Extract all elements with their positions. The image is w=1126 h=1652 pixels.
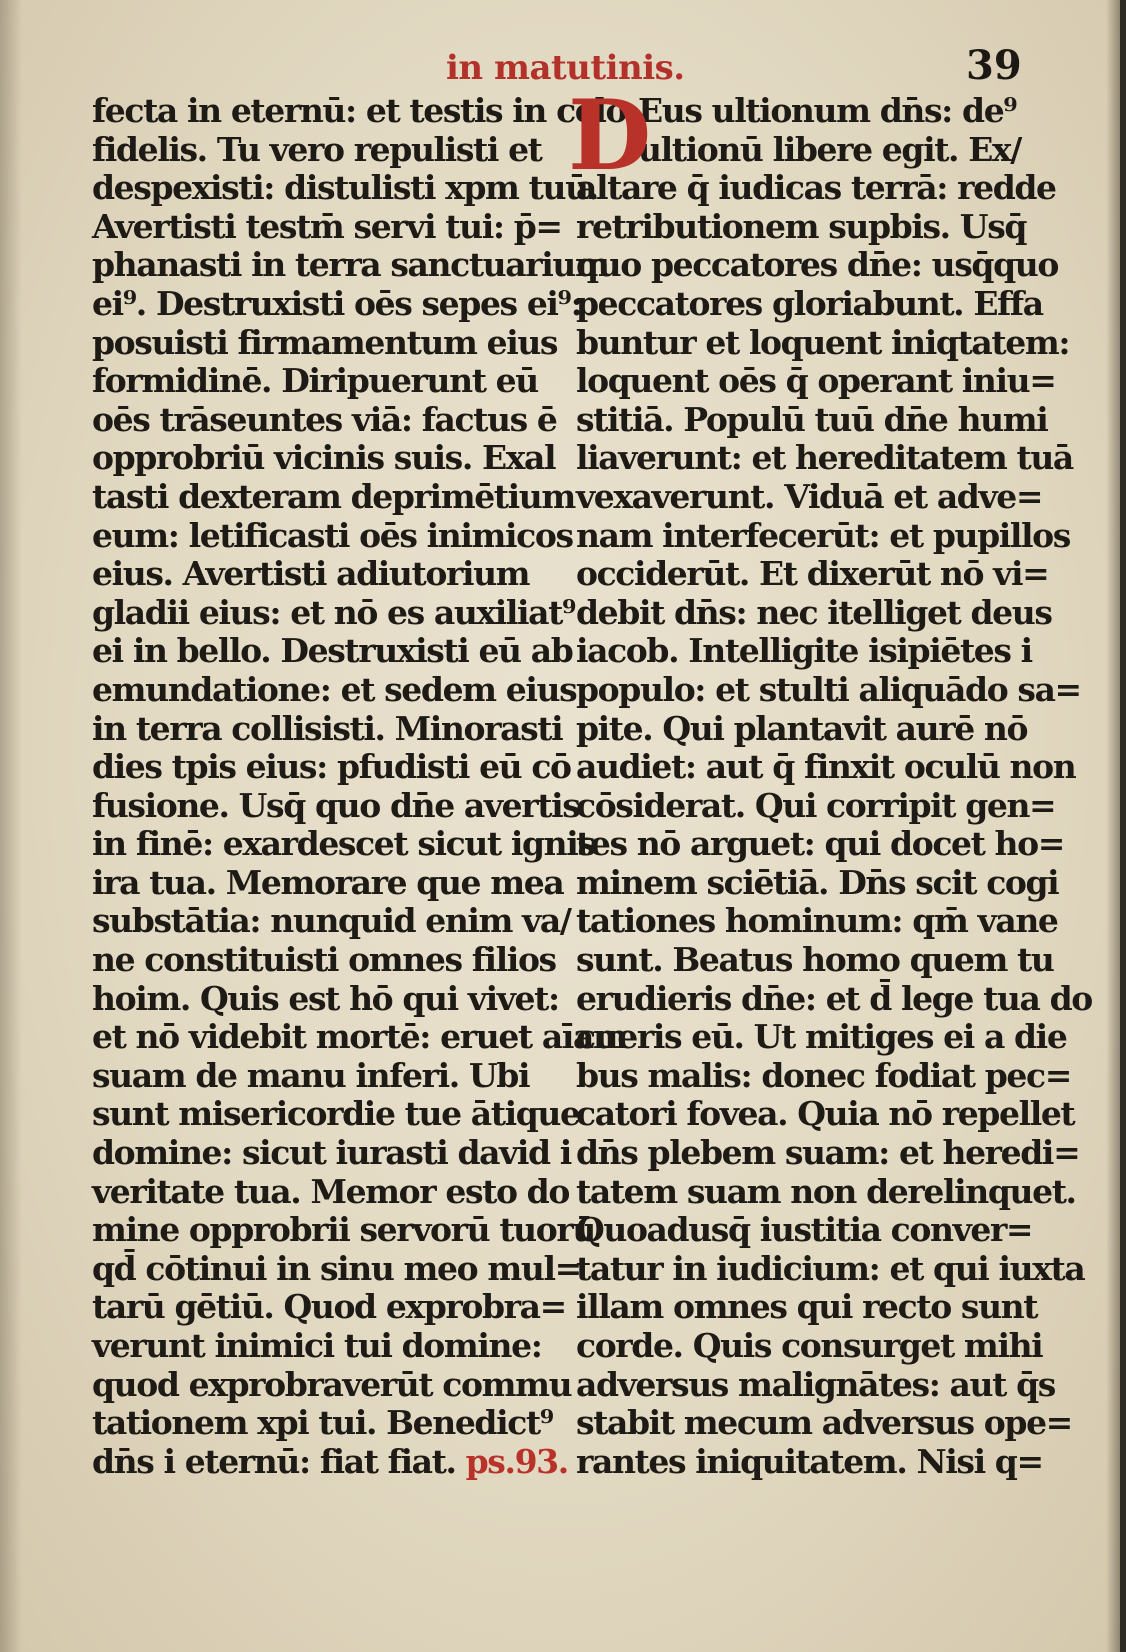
text-line: buntur et loquent iniqtatem:	[576, 322, 1070, 362]
text-line: tationes hominum: qm̄ vane	[576, 901, 1058, 941]
text-line: dies tpis eius: pfudisti eū cō	[92, 747, 571, 787]
text-line: Quoadusq̄ iustitia conver=	[576, 1210, 1033, 1250]
text-line: tatur in iudicium: et qui iuxta	[576, 1248, 1085, 1288]
text-line: eius. Avertisti adiutorium	[92, 554, 530, 594]
text-line: phanasti in terra sanctuarium	[92, 245, 609, 285]
text-line: fecta in eternū: et testis in celo	[92, 91, 627, 130]
text-line: catori fovea. Quia nō repellet	[576, 1094, 1075, 1134]
text-line: nam interfecerūt: et pupillos	[576, 515, 1070, 555]
text-line: dn̄s i eternū: fiat fiat. ps.93.	[92, 1441, 568, 1481]
text-line: ultionū libere egit. Ex/	[638, 129, 1021, 169]
text-line: illam omnes qui recto sunt	[576, 1287, 1038, 1327]
text-line: pite. Qui plantavit aurē nō	[576, 708, 1028, 748]
text-line: opprobriū vicinis suis. Exal	[92, 438, 556, 478]
text-line: suam de manu inferi. Ubi	[92, 1055, 530, 1095]
text-line: quo peccatores dn̄e: usq̄quo	[576, 245, 1058, 285]
text-line: hoim. Quis est hō qui vivet:	[92, 978, 559, 1018]
text-line: populo: et stulti aliquādo sa=	[576, 669, 1081, 709]
text-line: erudieris dn̄e: et d̄ lege tua do	[576, 978, 1092, 1018]
text-line: tasti dexteram deprimētium	[92, 476, 575, 516]
text-line: stabit mecum adversus ope=	[576, 1403, 1072, 1443]
text-line: posuisti firmamentum eius	[92, 322, 558, 362]
text-line: domine: sicut iurasti david i	[92, 1133, 571, 1173]
text-line: qd̄ cōtinui in sinu meo mul=	[92, 1248, 581, 1288]
text-line: tes nō arguet: qui docet ho=	[576, 824, 1064, 864]
text-line: ira tua. Memorare que mea	[92, 862, 564, 902]
text-line: liaverunt: et hereditatem tuā	[576, 438, 1073, 478]
text-line: in finē: exardescet sicut ignis	[92, 824, 595, 864]
text-line: iacob. Intelligite isipiētes i	[576, 631, 1032, 671]
text-line: bus malis: donec fodiat pec=	[576, 1055, 1071, 1095]
text-line: fusione. Usq̄ quo dn̄e avertis	[92, 785, 580, 825]
text-line: loquent oēs q̄ operant iniu=	[576, 361, 1056, 401]
text-line: verunt inimici tui domine:	[92, 1326, 542, 1365]
text-line: oēs trāseuntes viā: factus ē	[92, 399, 557, 439]
text-line: stitiā. Populū tuū dn̄e humi	[576, 399, 1048, 439]
text-line: ei⁹. Destruxisti oēs sepes ei⁹:	[92, 283, 582, 323]
text-line: tarū gētiū. Quod exprobra=	[92, 1287, 566, 1327]
text-line: adversus malignātes: aut q̄s	[576, 1364, 1055, 1404]
text-line: gladii eius: et nō es auxiliat⁹	[92, 592, 576, 632]
text-line: mine opprobrii servorū tuorū	[92, 1210, 595, 1250]
text-line: et nō videbit mortē: eruet aīam	[92, 1017, 627, 1057]
text-line: despexisti: distulisti xpm tuū.	[92, 168, 598, 208]
text-line: sunt. Beatus homo quem tu	[576, 940, 1054, 980]
text-line: in terra collisisti. Minorasti	[92, 708, 563, 748]
text-line: dn̄s plebem suam: et heredi=	[576, 1133, 1080, 1173]
text-line: tatem suam non derelinquet.	[576, 1171, 1076, 1211]
text-line: peccatores gloriabunt. Effa	[576, 283, 1043, 323]
text-line: ne constituisti omnes filios	[92, 940, 556, 980]
text-line: rantes iniquitatem. Nisi q=	[576, 1441, 1043, 1481]
text-line: eum: letificasti oēs inimicos	[92, 515, 573, 555]
drop-initial: D	[568, 79, 650, 192]
text-line: retributionem supbis. Usq̄	[576, 206, 1027, 246]
running-title: in matutinis.	[446, 48, 685, 88]
text-line: vexaverunt. Viduā et adve=	[576, 476, 1043, 516]
text-line: cōsiderat. Qui corripit gen=	[576, 785, 1056, 825]
text-line: altare q̄ iudicas terrā: redde	[576, 168, 1056, 208]
page-gutter-shadow	[0, 0, 22, 1652]
right-column	[568, 79, 1092, 1481]
text-line: quod exprobraverūt commu	[92, 1364, 572, 1404]
text-line: tationem xpi tui. Benedict⁹	[92, 1403, 553, 1443]
text-line: veritate tua. Memor esto do	[92, 1171, 569, 1211]
text-line: sunt misericordie tue ātique	[92, 1094, 580, 1134]
text-line: Eus ultionum dn̄s: de⁹	[638, 91, 1017, 130]
text-line: ei in bello. Destruxisti eū ab	[92, 631, 573, 671]
text-line: occiderūt. Et dixerūt nō vi=	[576, 554, 1049, 594]
text-line: substātia: nunquid enim va/	[92, 901, 571, 941]
text-line: minem sciētiā. Dn̄s scit cogi	[576, 862, 1059, 902]
text-line: cueris eū. Ut mitiges ei a die	[576, 1017, 1067, 1057]
text-line: corde. Quis consurget mihi	[576, 1326, 1043, 1365]
text-line: Avertisti testm̄ servi tui: p̄=	[92, 206, 562, 246]
text-line: audiet: aut q̄ finxit oculū non	[576, 747, 1076, 787]
text-line: formidinē. Diripuerunt eū	[92, 361, 538, 401]
text-line: emundatione: et sedem eius	[92, 669, 577, 709]
text-line: debit dn̄s: nec itelliget deus	[576, 592, 1052, 632]
text-line: fidelis. Tu vero repulisti et	[92, 129, 542, 169]
left-column	[92, 91, 627, 1481]
psalm-reference: ps.93.	[465, 1441, 568, 1481]
folio-number: 39	[966, 42, 1022, 89]
